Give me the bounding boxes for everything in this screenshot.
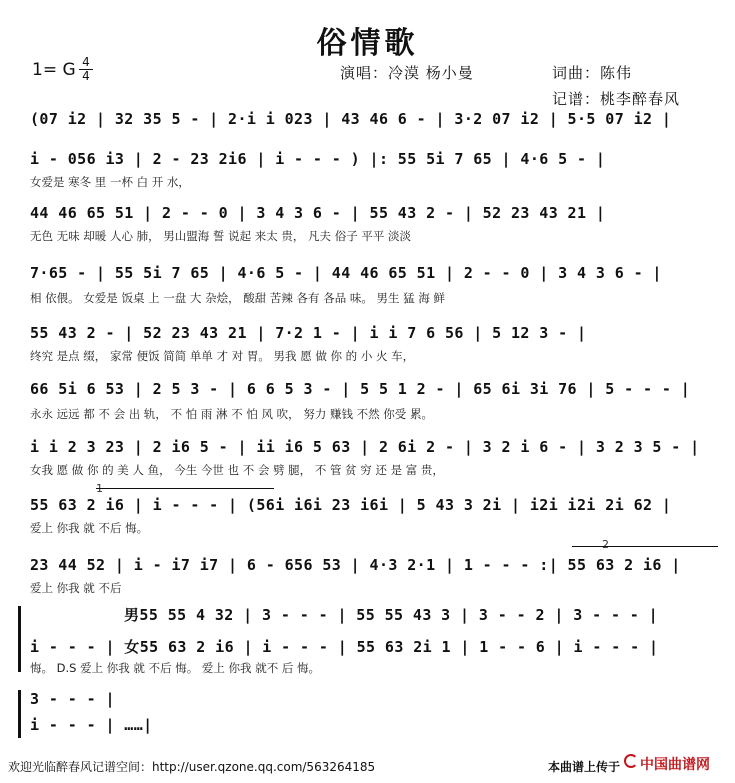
- lyrics-line-4: 相 依偎。 女爱是 饭桌 上 一盘 大 杂烩， 酸甜 苦辣 各有 各品 味。 男生 猛 海 鲜: [30, 291, 445, 305]
- score-line-8: 55 63 2 i6 | i - - - | (56i i6i 23 i6i | 5 43 3 2i | i2i i2i 2i 62 |: [30, 496, 672, 514]
- lyrics-line-6: 永永 远远 都 不 会 出 轨， 不 怕 雨 淋 不 怕 风 吹， 努力 赚钱 不然 你受 累。: [30, 407, 433, 421]
- footer-visit-text: 欢迎光临醉春风记谱空间：http://user.qzone.qq.com/563264185: [8, 760, 376, 774]
- volta-1-bracket: [96, 488, 274, 489]
- footer-upload-text: 本曲谱上传于: [548, 760, 621, 774]
- lyrics-line-2: 女爱是 寒冬 里 一杯 白 开 水，: [30, 175, 190, 189]
- score-line-7: i i 2 3 23 | 2 i6 5 - | ii i6 5 63 | 2 6i 2 - | 3 2 i 6 - | 3 2 3 5 - |: [30, 438, 700, 456]
- song-title: 俗情歌: [316, 26, 419, 61]
- score-line-9: 23 44 52 | i - i7 i7 | 6 - 656 53 | 4·3 2·1 | 1 - - - :| 55 63 2 i6 |: [30, 556, 681, 574]
- score-line-12: 3 - - - |: [30, 690, 115, 708]
- score-line-6: 66 5i 6 53 | 2 5 3 - | 6 6 5 3 - | 5 5 1 2 - | 65 6i 3i 76 | 5 - - - |: [30, 380, 691, 398]
- lyrics-line-8: 爱上 你我 就 不后 悔。: [30, 521, 149, 535]
- composer-credit: 词曲：陈伟: [552, 64, 633, 82]
- score-line-11: i - - - | 女55 63 2 i6 | i - - - | 55 63 2i 1 | 1 - - 6 | i - - - |: [30, 638, 659, 656]
- lyrics-line-9: 爱上 你我 就 不后: [30, 581, 122, 595]
- time-signature: [78, 56, 94, 83]
- score-line-4: 7·65 - | 55 5i 7 65 | 4·6 5 - | 44 46 65 51 | 2 - - 0 | 3 4 3 6 - |: [30, 264, 662, 282]
- meter-bottom: 4: [82, 69, 90, 83]
- lyrics-line-11: 悔。 D.S 爱上 你我 就 不后 悔。 爱上 你我 就不 后 悔。: [30, 661, 321, 675]
- volta-2-bracket: [572, 546, 718, 547]
- site-logo-text: 中国曲谱网: [640, 757, 710, 773]
- system-brace: [18, 606, 21, 672]
- transcriber-credit: 记谱：桃李醉春风: [552, 90, 681, 108]
- meter-top: 4: [82, 55, 90, 69]
- score-line-13: i - - - | ……|: [30, 716, 153, 734]
- site-logo-icon: [624, 754, 638, 768]
- score-line-10: 男55 55 4 32 | 3 - - - | 55 55 43 3 | 3 - - 2 | 3 - - - |: [124, 606, 659, 624]
- lyrics-line-3: 无色 无味 却暖 人心 肺， 男山盟海 誓 说起 来太 贵， 凡夫 俗子 平平 淡淡: [30, 229, 412, 243]
- volta-2-label: 2: [602, 538, 609, 551]
- score-line-1: (07 i2 | 32 35 5 - | 2·i i 023 | 43 46 6 - | 3·2 07 i2 | 5·5 07 i2 |: [30, 110, 672, 128]
- score-line-5: 55 43 2 - | 52 23 43 21 | 7·2 1 - | i i 7 6 56 | 5 12 3 - |: [30, 324, 587, 342]
- key-signature: 1= G: [32, 60, 76, 80]
- coda-brace: [18, 690, 21, 738]
- singers-credit: 演唱：冷漠 杨小曼: [340, 64, 474, 82]
- volta-1-label: 1: [96, 482, 103, 495]
- lyrics-line-5: 终究 是点 缀， 家常 便饭 简简 单单 才 对 胃。 男我 愿 做 你 的 小 火 车，: [30, 349, 415, 363]
- lyrics-line-7: 女我 愿 做 你 的 美 人 鱼， 今生 今世 也 不 会 劈 腿， 不 管 贫 穷 还 是 富 贵，: [30, 463, 444, 477]
- score-line-2: i - 056 i3 | 2 - 23 2i6 | i - - - ) |: 55 5i 7 65 | 4·6 5 - |: [30, 150, 606, 168]
- score-line-3: 44 46 65 51 | 2 - - 0 | 3 4 3 6 - | 55 43 2 - | 52 23 43 21 |: [30, 204, 606, 222]
